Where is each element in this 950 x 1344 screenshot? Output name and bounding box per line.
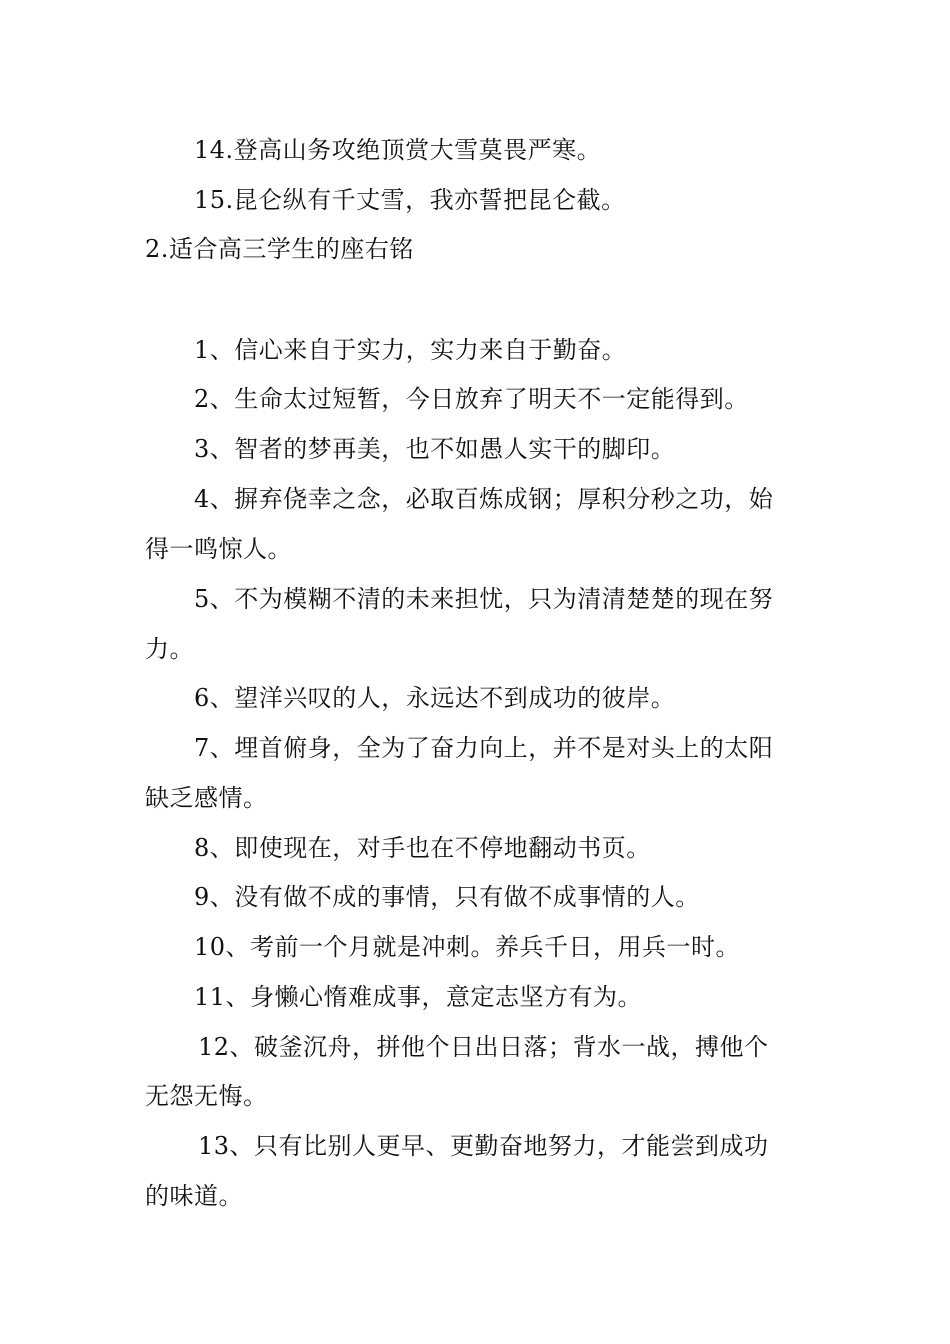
motto-item-7: 7、埋首俯身，全为了奋力向上，并不是对头上的太阳 [194,734,774,762]
motto-item-5: 5、不为模糊不清的未来担忧，只为清清楚楚的现在努 [194,585,774,613]
motto-item-12: 12、破釜沉舟，拼他个日出日落；背水一战，搏他个 [198,1033,769,1061]
motto-line-15: 15.昆仑纵有千丈雪，我亦誓把昆仑截。 [194,186,626,214]
motto-item-6: 6、望洋兴叹的人，永远达不到成功的彼岸。 [194,684,676,712]
motto-item-8: 8、即使现在，对手也在不停地翻动书页。 [194,834,651,862]
motto-item-4: 4、摒弃侥幸之念，必取百炼成钢；厚积分秒之功，始 [194,485,774,513]
motto-item-3: 3、智者的梦再美，也不如愚人实干的脚印。 [194,435,676,463]
motto-line-14: 14.登高山务攻绝顶赏大雪莫畏严寒。 [194,136,602,164]
motto-item-1: 1、信心来自于实力，实力来自于勤奋。 [194,336,627,364]
motto-item-10: 10、考前一个月就是冲刺。养兵千日，用兵一时。 [194,933,741,961]
motto-item-11: 11、身懒心惰难成事，意定志坚方有为。 [194,983,643,1011]
motto-item-13-cont: 的味道。 [145,1182,243,1210]
section-heading: 2.适合高三学生的座右铭 [145,235,414,263]
motto-item-5-cont: 力。 [145,635,194,663]
motto-item-2: 2、生命太过短暂，今日放弃了明天不一定能得到。 [194,385,749,413]
motto-item-4-cont: 得一鸣惊人。 [145,535,292,563]
motto-item-7-cont: 缺乏感情。 [145,784,268,812]
motto-item-13: 13、只有比别人更早、更勤奋地努力，才能尝到成功 [198,1132,769,1160]
motto-item-12-cont: 无怨无悔。 [145,1082,268,1110]
motto-item-9: 9、没有做不成的事情，只有做不成事情的人。 [194,883,700,911]
